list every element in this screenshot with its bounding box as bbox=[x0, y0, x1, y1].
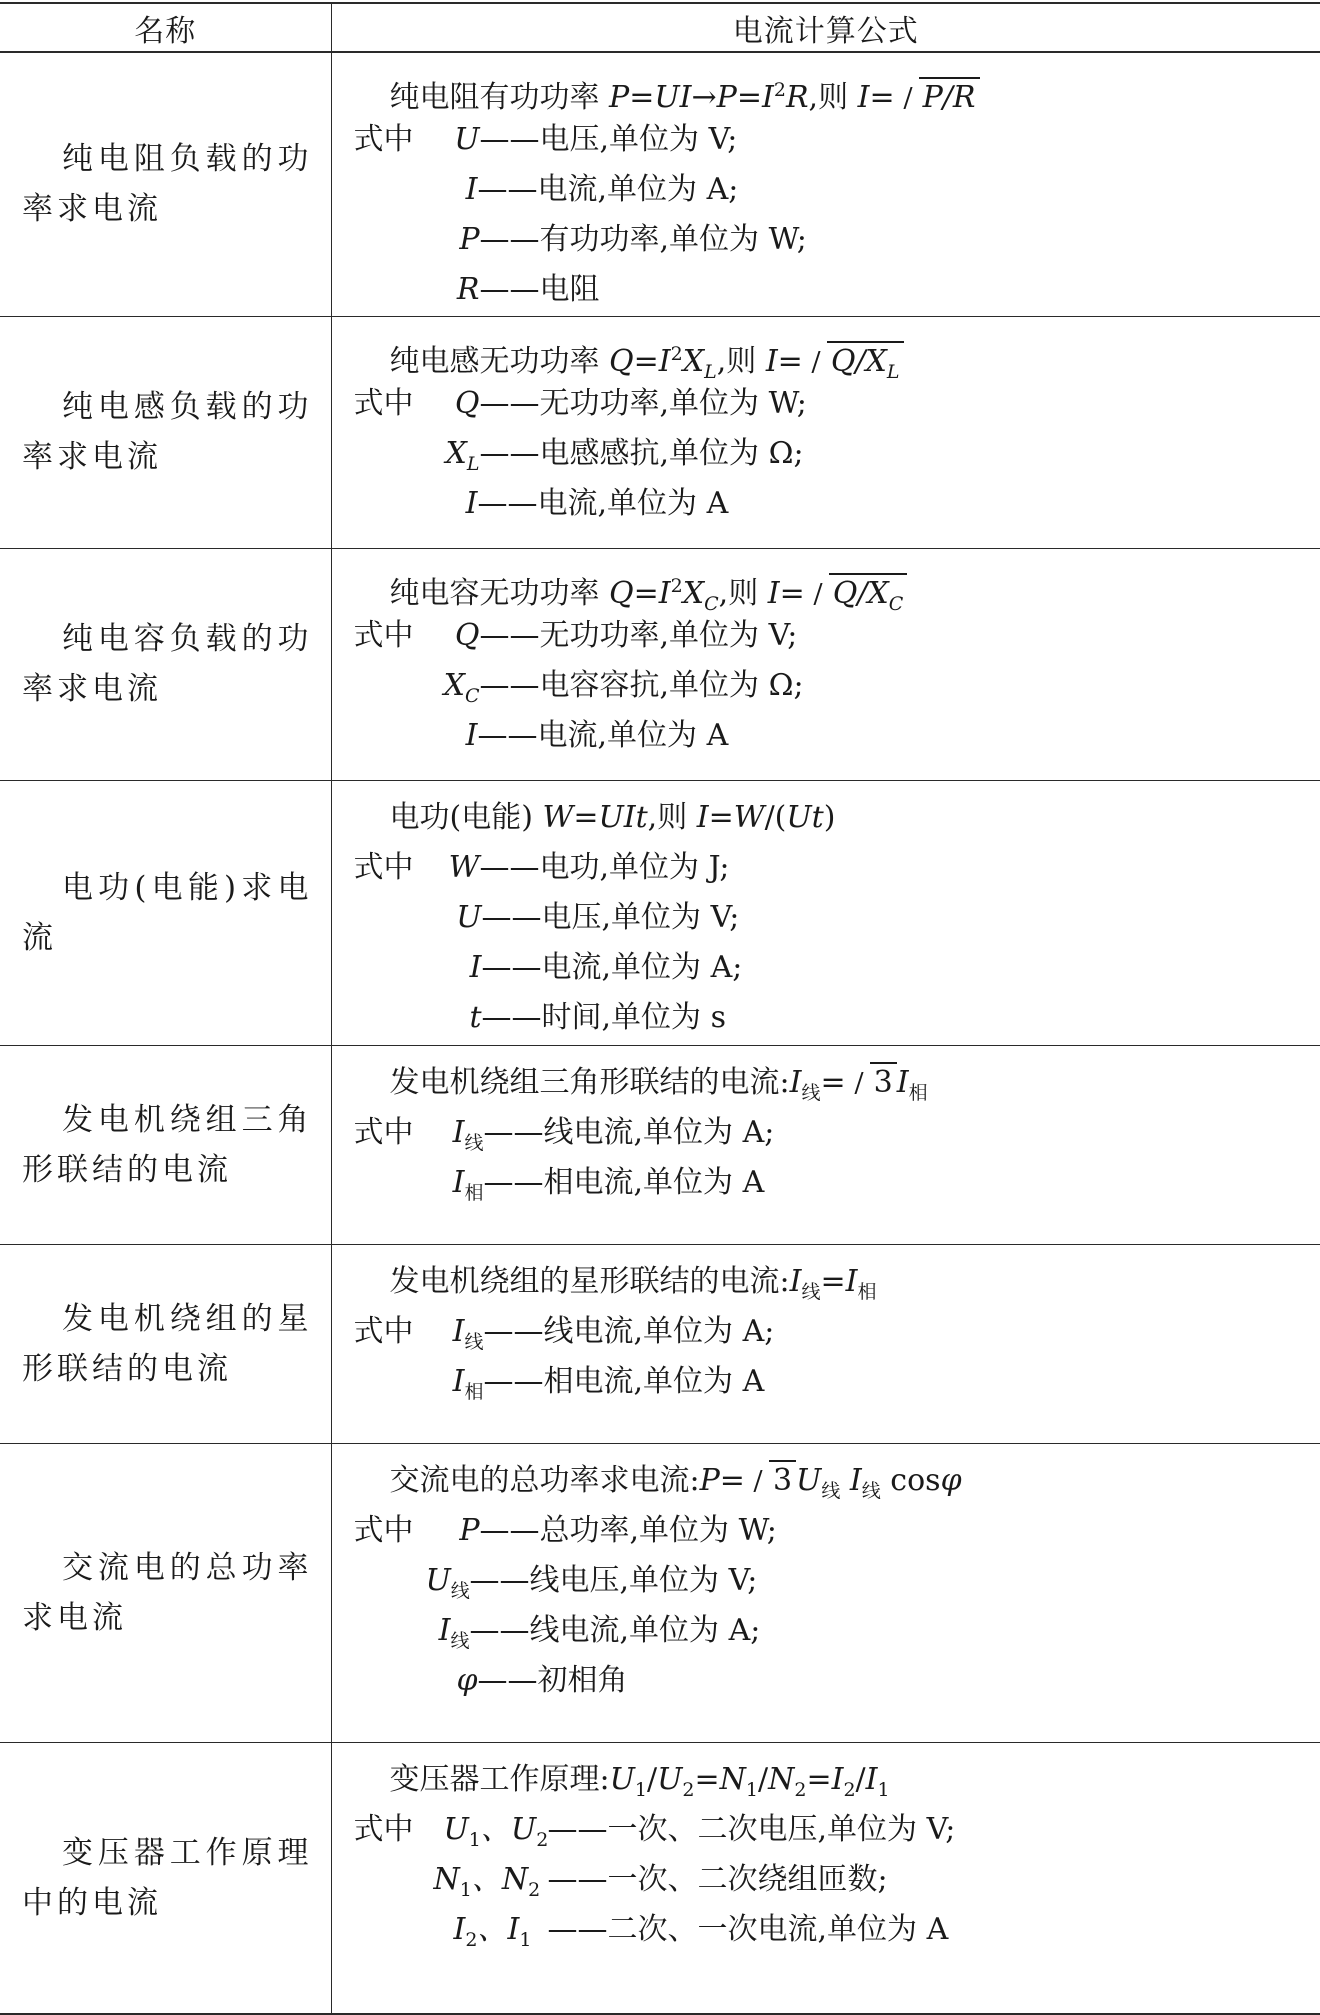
header-formula: 电流计算公式 bbox=[331, 3, 1320, 52]
table-row bbox=[0, 1443, 1320, 1742]
formula-legend-item: I——电流,单位为 A; bbox=[465, 172, 739, 207]
row-formula bbox=[331, 1742, 1320, 2014]
row-formula bbox=[331, 1443, 1320, 1742]
formula-legend-item: $X_L——$电感感抗,单位为 Ω; bbox=[445, 435, 804, 475]
formula-legend-item: I——电流,单位为 A bbox=[465, 485, 729, 521]
formula-legend-item: I——电流,单位为 A; bbox=[469, 949, 743, 985]
formula-line: 纯电感无功功率 $Q=I^2X_L$,则 $I= Q/X_L$ bbox=[332, 329, 1320, 379]
row-name: 纯电阻负载的功率求电流 bbox=[0, 52, 331, 316]
formula-line: 纯电容无功功率 $Q=I^2X_C$,则 $I= Q/X_C$ bbox=[332, 561, 1320, 611]
row-formula bbox=[331, 548, 1320, 780]
table-row bbox=[0, 1742, 1320, 2014]
header-name: 名称 bbox=[0, 3, 331, 52]
formula-legend-item: P——有功功率,单位为 W; bbox=[459, 222, 807, 257]
row-name: 交流电的总功率求电流 bbox=[0, 1443, 331, 1742]
row-formula bbox=[331, 1045, 1320, 1244]
row-formula bbox=[331, 316, 1320, 548]
formula-legend-item: $U_线——$线电压,单位为 V; bbox=[425, 1562, 758, 1602]
formula-legend-item: $X_C——$电容容抗,单位为 Ω; bbox=[443, 667, 804, 707]
formula-legend-item: I——电流,单位为 A bbox=[465, 717, 729, 753]
row-name: 电功(电能)求电流 bbox=[0, 780, 331, 1045]
formula-legend-item: 式中 U——电压,单位为 V; bbox=[353, 122, 738, 157]
formula-legend-item: $I_相——$相电流,单位为 A bbox=[452, 1363, 765, 1403]
formula-line: 交流电的总功率求电流:P= 3 $U_线$ $I_线$ cosφ bbox=[332, 1456, 1320, 1506]
row-formula bbox=[331, 52, 1320, 316]
formula-legend-item: R——电阻 bbox=[456, 272, 600, 307]
row-name: 纯电容负载的功率求电流 bbox=[0, 548, 331, 780]
table-row bbox=[0, 548, 1320, 780]
formula-legend-item: 式中 $U_1$、$U_2——$一次、二次电压,单位为 V; bbox=[353, 1811, 956, 1851]
formula-line: 发电机绕组三角形联结的电流$:I_线= 3$ $I_相$ bbox=[332, 1058, 1320, 1108]
formula-legend-item: 式中 Q——无功功率,单位为 V; bbox=[353, 617, 798, 653]
table-row bbox=[0, 52, 1320, 316]
formula-legend-item: 式中 $I_线——$线电流,单位为 A; bbox=[353, 1114, 775, 1154]
formula-line: 发电机绕组的星形联结的电流$:I_线=I_相$ bbox=[389, 1263, 877, 1303]
formula-legend-item: $I_相——$相电流,单位为 A bbox=[452, 1164, 765, 1204]
formula-legend-item: $N_1$、$N_2$ ——一次、二次绕组匝数; bbox=[433, 1861, 888, 1901]
table-row bbox=[0, 1045, 1320, 1244]
formula-legend-item: 式中 W——电功,单位为 J; bbox=[353, 849, 730, 885]
formula-legend-item: 式中 P——总功率,单位为 W; bbox=[353, 1512, 777, 1548]
row-name: 发电机绕组的星形联结的电流 bbox=[0, 1244, 331, 1443]
formula-legend-item: 式中 Q——无功功率,单位为 W; bbox=[353, 385, 807, 421]
table-row bbox=[0, 780, 1320, 1045]
table-header-row bbox=[0, 3, 1320, 52]
formula-legend-item: 式中 $I_线——$线电流,单位为 A; bbox=[353, 1313, 775, 1353]
formula-table bbox=[0, 2, 1320, 2015]
formula-line: 变压器工作原理$:U_1/U_2=N_1/N_2=I_2/I_1$ bbox=[389, 1761, 890, 1801]
row-name: 纯电感负载的功率求电流 bbox=[0, 316, 331, 548]
row-name: 变压器工作原理中的电流 bbox=[0, 1742, 331, 2014]
table-row bbox=[0, 1244, 1320, 1443]
formula-line: 纯电阻有功功率 $P=UI\to P=I^2R$,则 I= P/R bbox=[332, 65, 1320, 115]
formula-legend-item: φ——初相角 bbox=[456, 1662, 628, 1698]
row-formula bbox=[331, 780, 1320, 1045]
formula-line: 电功(电能) W=UIt,则 I=W/(Ut) bbox=[389, 799, 836, 835]
formula-legend-item: $I_线——$线电流,单位为 A; bbox=[438, 1612, 761, 1652]
formula-legend-item: t——时间,单位为 s bbox=[469, 999, 726, 1035]
formula-legend-item: $I_2$、$I_1$ ——二次、一次电流,单位为 A bbox=[453, 1911, 949, 1951]
row-formula bbox=[331, 1244, 1320, 1443]
formula-legend-item: U——电压,单位为 V; bbox=[456, 899, 740, 935]
table-row bbox=[0, 316, 1320, 548]
row-name: 发电机绕组三角形联结的电流 bbox=[0, 1045, 331, 1244]
